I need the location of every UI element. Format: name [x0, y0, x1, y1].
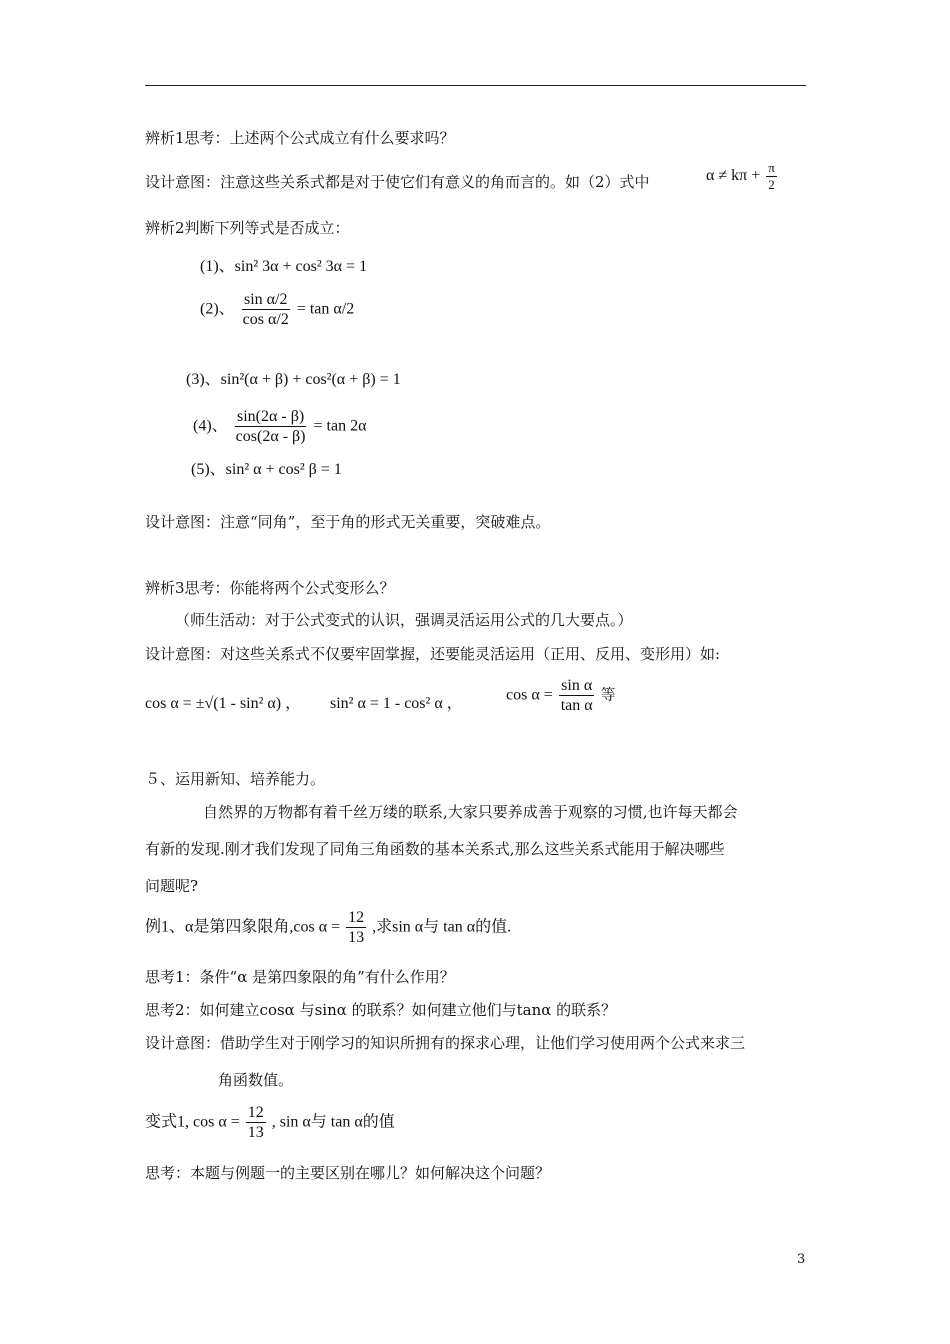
equation-5: (5)、sin² α + cos² β = 1 [191, 461, 342, 478]
variant-1: 变式1, cos α = $\frac{12}{13}$ , sin α与 tan α的值 [145, 1104, 395, 1142]
condition-formula: α ≠ kπ + $\frac{\pi}{2}$ [706, 160, 775, 192]
equation-3: (3)、sin²(α + β) + cos²(α + β) = 1 [186, 371, 401, 388]
think-final: 思考：本题与例题一的主要区别在哪儿？如何解决这个问题？ [145, 1164, 551, 1182]
think-1: 思考1：条件“α 是第四象限的角”有什么作用？ [145, 968, 455, 986]
formula-variant-3: cos α = $\frac{\text{sin α}}{\text{tan α}}$ 等 [506, 677, 616, 715]
design-intent-1: 设计意图：注意这些关系式都是对于使它们有意义的角而言的。如（2）式中 [145, 173, 650, 191]
analysis-3: 辨析3思考：你能将两个公式变形么？ [145, 579, 395, 597]
formula-variant-2: sin² α = 1 - cos² α ， [330, 695, 463, 712]
paragraph-line-1: 自然界的万物都有着千丝万缕的联系,大家只要养成善于观察的习惯,也许每天都会 [203, 803, 738, 821]
paragraph-line-2: 有新的发现.刚才我们发现了同角三角函数的基本关系式,那么这些关系式能用于解决哪些 [145, 840, 725, 858]
think-2: 思考2：如何建立cosα 与sinα 的联系？如何建立他们与tanα 的联系？ [145, 1001, 617, 1019]
equation-1: (1)、sin² 3α + cos² 3α = 1 [200, 258, 368, 275]
design-intent-4: 设计意图：借助学生对于刚学习的知识所拥有的探求心理，让他们学习使用两个公式来求三 [145, 1034, 746, 1052]
section-5-heading: ５、运用新知、培养能力。 [145, 770, 326, 788]
analysis-2: 辨析2判断下列等式是否成立： [145, 219, 350, 237]
design-intent-3: 设计意图：对这些关系式不仅要牢固掌握，还要能灵活运用（正用、反用、变形用）如: [145, 645, 721, 663]
analysis-1: 辨析1思考：上述两个公式成立有什么要求吗？ [145, 129, 455, 147]
page-number: 3 [797, 1252, 806, 1267]
teacher-student-activity: （师生活动：对于公式变式的认识，强调灵活运用公式的几大要点。） [175, 611, 633, 629]
header-rule [145, 85, 806, 86]
equation-4: (4)、 $\frac{\sin(2\alpha - \beta)}{\cos(2\alpha - \beta)}$ = tan 2α [193, 408, 367, 446]
paragraph-line-3: 问题呢? [145, 877, 199, 895]
design-intent-2: 设计意图：注意“同角”，至于角的形式无关重要，突破难点。 [145, 513, 551, 531]
equation-2: (2)、 $\frac{\text{sin α/2}}{\text{cos α/2}}$ = tan α/2 [200, 291, 355, 329]
formula-variant-1: cos α = ±√(1 - sin² α) ， [145, 695, 302, 712]
example-1: 例1、α是第四象限角,cos α = $\frac{12}{13}$ ,求sin α与 tan α的值. [145, 909, 512, 947]
design-intent-4-cont: 角函数值。 [218, 1071, 294, 1089]
